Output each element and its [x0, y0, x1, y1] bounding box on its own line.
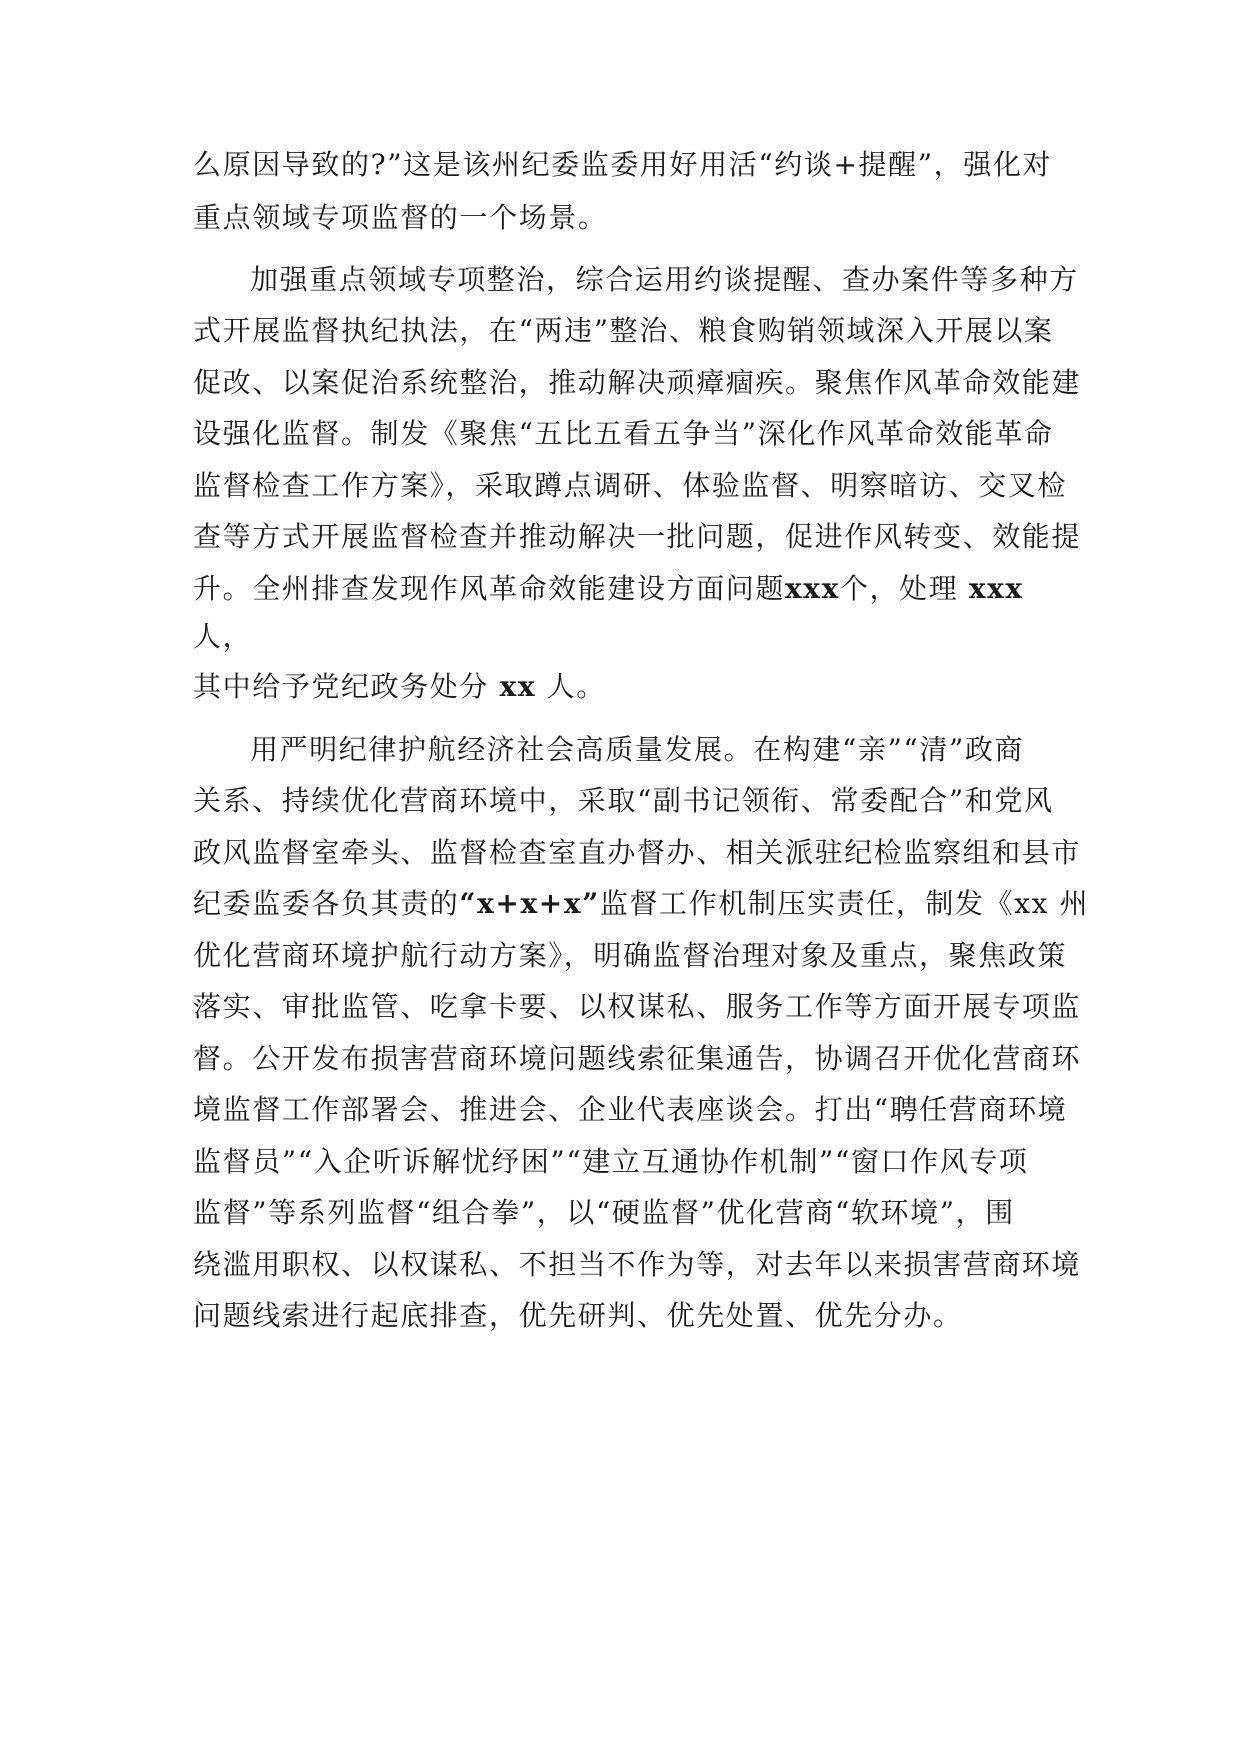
paragraph-2-line-2: 式开展监督执纪执法，在“两违”整治、粮食购销领域深入开展以案	[193, 314, 1054, 347]
paragraph-2-line-6: 查等方式开展监督检查并推动解决一批问题，促进作风转变、效能提	[193, 520, 1082, 553]
paragraph-2-line-4: 设强化监督。制发《聚焦“五比五看五争当”深化作风革命效能革命	[193, 417, 1054, 450]
paragraph-1-line-1: 么原因导致的?”这是该州纪委监委用好用活“约谈+提醒”，强化对	[193, 148, 1053, 181]
count-placeholder: xx	[499, 670, 537, 703]
text-run: 人。	[546, 670, 606, 703]
paragraph-3-line-6: 落实、审批监管、吃拿卡要、以权谋私、服务工作等方面开展专项监	[193, 990, 1082, 1023]
paragraph-3-line-4	[193, 884, 1090, 924]
paragraph-3-line-1: 用严明纪律护航经济社会高质量发展。在构建“亲”“清”政商	[250, 733, 1025, 766]
paragraph-2-line-7	[193, 569, 1063, 609]
paragraph-3-line-8: 境监督工作部署会、推进会、企业代表座谈会。打出“聘任营商环境	[193, 1093, 1068, 1126]
paragraph-2-line-1: 加强重点领域专项整治，综合运用约谈提醒、查办案件等多种方	[250, 263, 1079, 296]
text-run: 其中给予党纪政务处分	[193, 670, 490, 703]
text-run: 升。全州排查发现作风革命效能建设方面问题	[193, 572, 786, 605]
paragraph-2-line-9	[193, 667, 1063, 707]
paragraph-3-line-3: 政风监督室牵头、监督检查室直办督办、相关派驻纪检监察组和县市	[193, 836, 1082, 869]
paragraph-3-line-12: 问题线索进行起底排查，优先研判、优先处置、优先分办。	[193, 1299, 963, 1332]
paragraph-1-line-2: 重点领域专项监督的一个场景。	[193, 201, 608, 234]
paragraph-3-line-7: 督。公开发布损害营商环境问题线索征集通告，协调召开优化营商环	[193, 1042, 1082, 1075]
text-run: 纪委监委各负其责的	[193, 887, 460, 920]
paragraph-3-line-11: 绕滥用职权、以权谋私、不担当不作为等，对去年以来损害营商环境	[193, 1248, 1082, 1281]
count-placeholder: xxx	[968, 572, 1024, 605]
mechanism-label: “x+x+x”	[459, 887, 600, 920]
paragraph-3-line-5: 优化营商环境护航行动方案》，明确监督治理对象及重点，聚焦政策	[193, 939, 1068, 972]
text-run: 个，处理	[839, 572, 959, 605]
paragraph-3-line-10: 监督”等系列监督“组合拳”，以“硬监督”优化营商“软环境”，围	[193, 1196, 1015, 1229]
paragraph-2-line-8: 人，	[193, 620, 253, 653]
text-run: 监督工作机制压实责任，制发《xx 州	[599, 887, 1090, 920]
paragraph-2-line-3: 促改、以案促治系统整治，推动解决顽瘴痼疾。聚焦作风革命效能建	[193, 366, 1082, 399]
count-placeholder: xxx	[785, 572, 840, 605]
paragraph-3-line-2: 关系、持续优化营商环境中，采取“副书记领衔、常委配合”和党风	[193, 784, 1054, 817]
paragraph-3-line-9: 监督员”“入企听诉解忧纾困”“建立互通协作机制”“窗口作风专项	[193, 1145, 1029, 1178]
paragraph-2-line-5: 监督检查工作方案》，采取蹲点调研、体验监督、明察暗访、交叉检	[193, 469, 1068, 502]
